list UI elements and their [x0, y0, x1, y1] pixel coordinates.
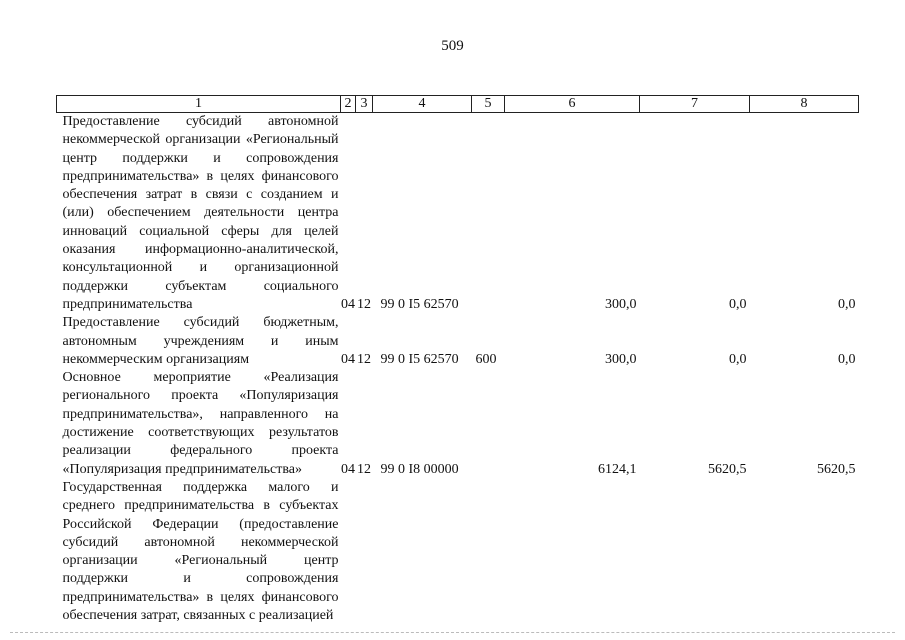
row-pr: 12 — [357, 296, 371, 312]
row-rz: 04 — [341, 461, 355, 477]
row-year1: 6124,1 — [598, 461, 637, 477]
col-header-2: 2 — [341, 96, 356, 113]
page-number: 509 — [441, 38, 464, 54]
row-rz: 04 — [341, 351, 355, 367]
row-rz — [341, 479, 356, 625]
col-header-5: 5 — [472, 96, 505, 113]
row-name: Основное мероприятие «Реализация регионального проекта «Популяризация предпринимательства», направленного на достижение соответствующих результатов реализации федерального проекта «Популяризация предпринимательства» — [62, 370, 339, 477]
row-year3 — [750, 479, 859, 625]
row-vr — [472, 369, 505, 479]
row-year1: 300,0 — [605, 296, 637, 312]
row-vr: 600 — [475, 351, 497, 367]
row-year3: 5620,5 — [817, 461, 856, 477]
row-csr: 99 0 I8 00000 — [380, 461, 459, 477]
table-row — [57, 369, 859, 479]
col-header-6: 6 — [505, 96, 640, 113]
row-year2 — [640, 479, 750, 625]
row-csr: 99 0 I5 62570 — [380, 296, 459, 312]
page-bottom-divider — [10, 632, 895, 633]
row-vr — [472, 113, 505, 315]
row-name: Государственная поддержка малого и среднего предпринимательства в субъектах Российской Федерации (предоставление субсидий автономной некоммерческой организации «Региональный центр поддержки и сопровождения предпринимательства» в целях финансового обеспечения затрат, связанных с реализацией — [62, 479, 339, 624]
row-csr: 99 0 I5 62570 — [380, 351, 459, 367]
table-row — [57, 113, 859, 315]
row-year3: 0,0 — [838, 296, 856, 312]
row-year3: 0,0 — [838, 351, 856, 367]
table-row — [57, 479, 859, 625]
table-row — [57, 314, 859, 369]
table-header-row — [57, 96, 859, 113]
row-year2: 0,0 — [729, 296, 747, 312]
col-header-8: 8 — [750, 96, 859, 113]
row-year2: 5620,5 — [708, 461, 747, 477]
budget-table — [56, 95, 859, 625]
row-csr — [373, 479, 472, 625]
row-year1 — [505, 479, 640, 625]
col-header-7: 7 — [640, 96, 750, 113]
row-year2: 0,0 — [729, 351, 747, 367]
row-name: Предоставление субсидий бюджетным, автономным учреждениям и иным некоммерческим организациям — [62, 315, 339, 367]
col-header-1: 1 — [57, 96, 341, 113]
row-pr — [356, 479, 373, 625]
row-rz: 04 — [341, 296, 355, 312]
row-pr: 12 — [357, 461, 371, 477]
row-vr — [472, 479, 505, 625]
row-name: Предоставление субсидий автономной некоммерческой организации «Региональный центр поддержки и сопровождения предпринимательства» в целях финансового обеспечения затрат в связи с созданием и (или) обеспечением деятельности центра инноваций социальной сферы для целей оказания информационно-аналитической, консультационной и организационной поддержки субъектам социального предпринимательства — [62, 114, 339, 312]
col-header-4: 4 — [373, 96, 472, 113]
col-header-3: 3 — [356, 96, 373, 113]
row-year1: 300,0 — [605, 351, 637, 367]
row-pr: 12 — [357, 351, 371, 367]
